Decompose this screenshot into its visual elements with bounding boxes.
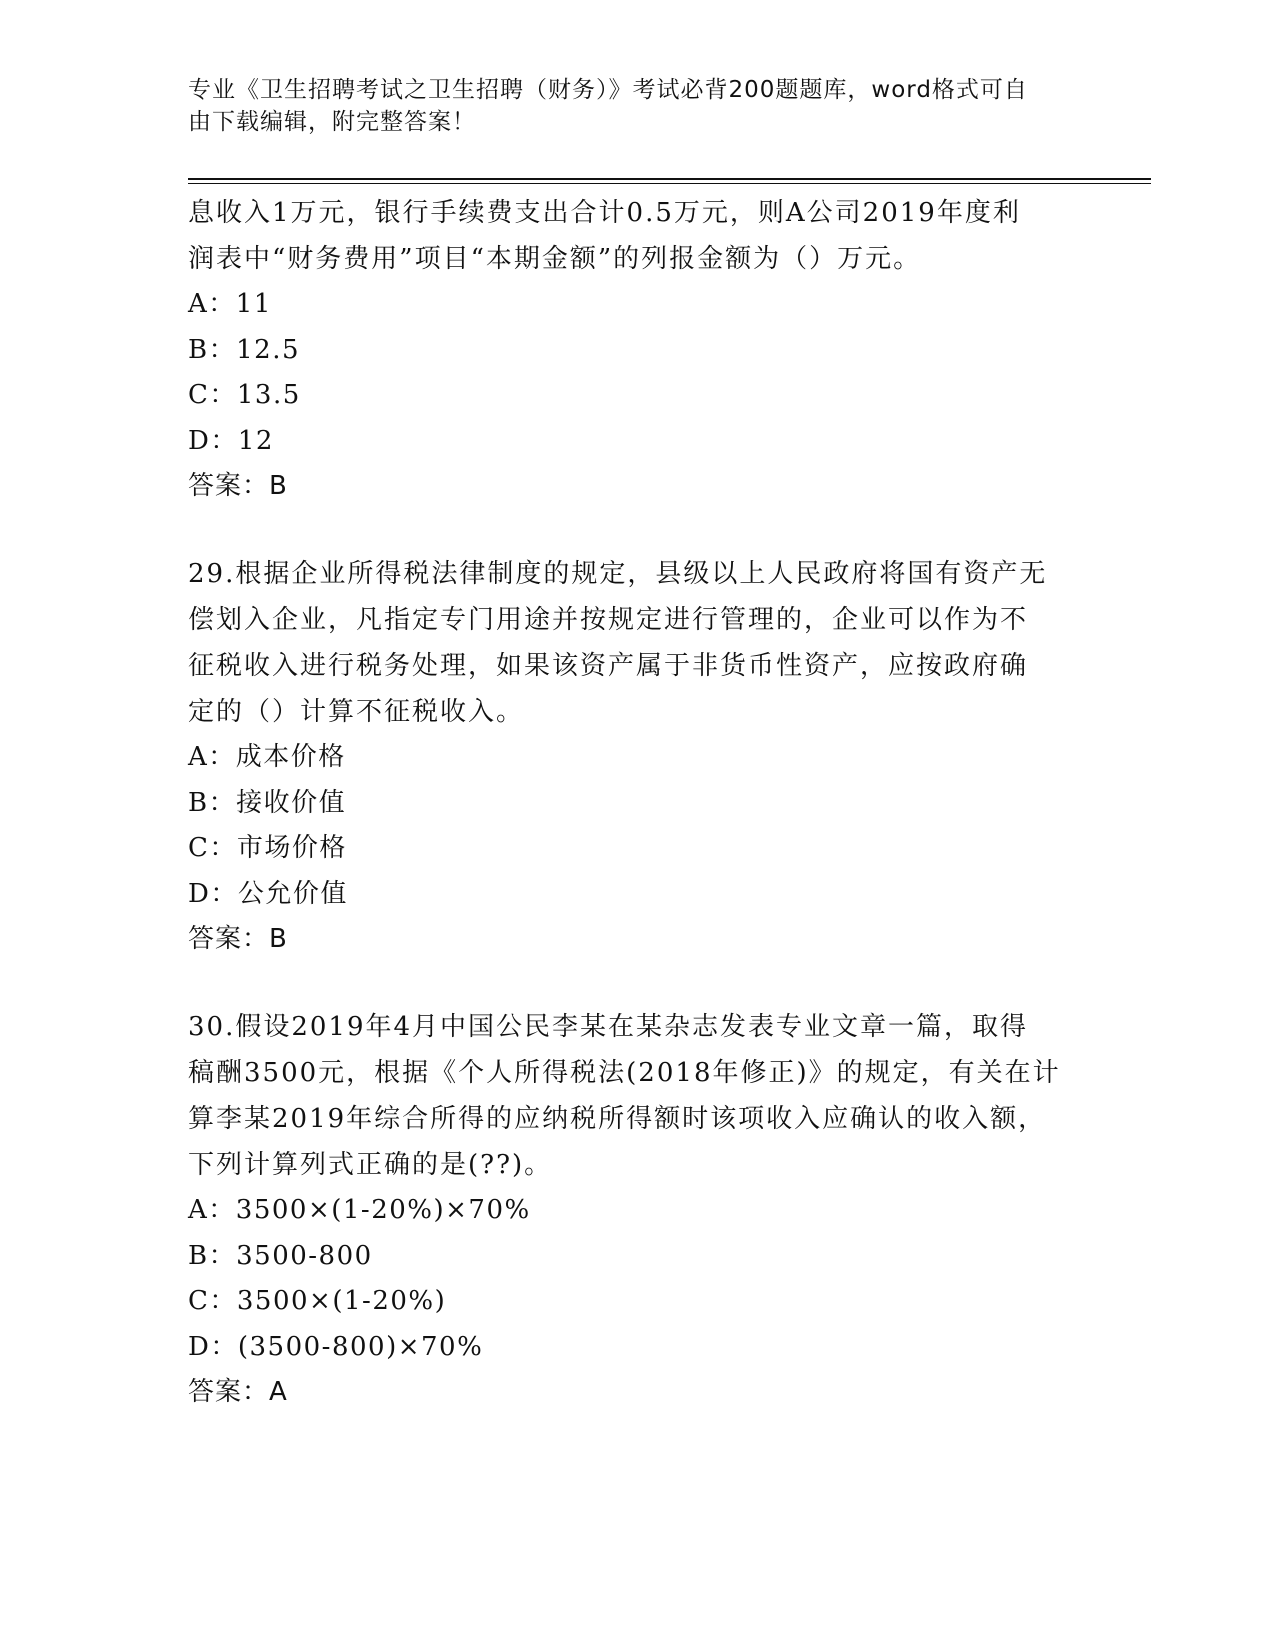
answer-line: 答案：B bbox=[188, 471, 288, 501]
header-divider-thick bbox=[188, 178, 1151, 180]
header-line-1: 专业《卫生招聘考试之卫生招聘（财务）》考试必背200题题库，word格式可自 bbox=[188, 77, 1028, 103]
question-stem bbox=[188, 551, 1088, 735]
option-a: A：成本价格 bbox=[188, 742, 346, 772]
answer-line: 答案：B bbox=[188, 924, 288, 954]
document-header bbox=[188, 74, 1088, 138]
question-stem bbox=[188, 190, 1088, 282]
question-list bbox=[188, 190, 1088, 1457]
option-a: A：11 bbox=[188, 289, 272, 319]
header-line-2: 由下载编辑，附完整答案！ bbox=[188, 109, 476, 135]
stem-line: 算李某2019年综合所得的应纳税所得额时该项收入应确认的收入额， bbox=[188, 1104, 1047, 1134]
option-c: C：市场价格 bbox=[188, 833, 347, 863]
stem-line: 下列计算列式正确的是(??)。 bbox=[188, 1150, 553, 1180]
answer-line: 答案：A bbox=[188, 1377, 288, 1407]
question-stem bbox=[188, 1004, 1088, 1188]
option-a: A：3500×(1-20%)×70% bbox=[188, 1195, 531, 1225]
stem-line: 偿划入企业，凡指定专门用途并按规定进行管理的，企业可以作为不 bbox=[188, 605, 1029, 635]
option-c: C：3500×(1-20%) bbox=[188, 1286, 447, 1316]
question-30 bbox=[188, 1004, 1088, 1415]
header-divider-thin bbox=[188, 183, 1151, 184]
option-d: D：(3500-800)×70% bbox=[188, 1331, 484, 1362]
option-b: B：3500-800 bbox=[188, 1240, 373, 1271]
option-d: D：12 bbox=[188, 425, 274, 456]
stem-line: 润表中“财务费用”项目“本期金额”的列报金额为（）万元。 bbox=[188, 244, 922, 274]
question-29 bbox=[188, 551, 1088, 962]
option-b: B：12.5 bbox=[188, 334, 300, 365]
option-d: D：公允价值 bbox=[188, 878, 348, 909]
stem-line: 稿酬3500元，根据《个人所得税法(2018年修正)》的规定，有关在计 bbox=[188, 1058, 1061, 1088]
option-b: B：接收价值 bbox=[188, 787, 347, 818]
stem-line: 息收入1万元，银行手续费支出合计0.5万元，则A公司2019年度利 bbox=[188, 198, 1021, 228]
stem-line: 30.假设2019年4月中国公民李某在某杂志发表专业文章一篇，取得 bbox=[188, 1012, 1029, 1042]
stem-line: 29.根据企业所得税法律制度的规定，县级以上人民政府将国有资产无 bbox=[188, 559, 1048, 589]
question-28 bbox=[188, 190, 1088, 509]
stem-line: 征税收入进行税务处理，如果该资产属于非货币性资产，应按政府确 bbox=[188, 651, 1029, 681]
option-c: C：13.5 bbox=[188, 380, 301, 410]
stem-line: 定的（）计算不征税收入。 bbox=[188, 697, 525, 727]
